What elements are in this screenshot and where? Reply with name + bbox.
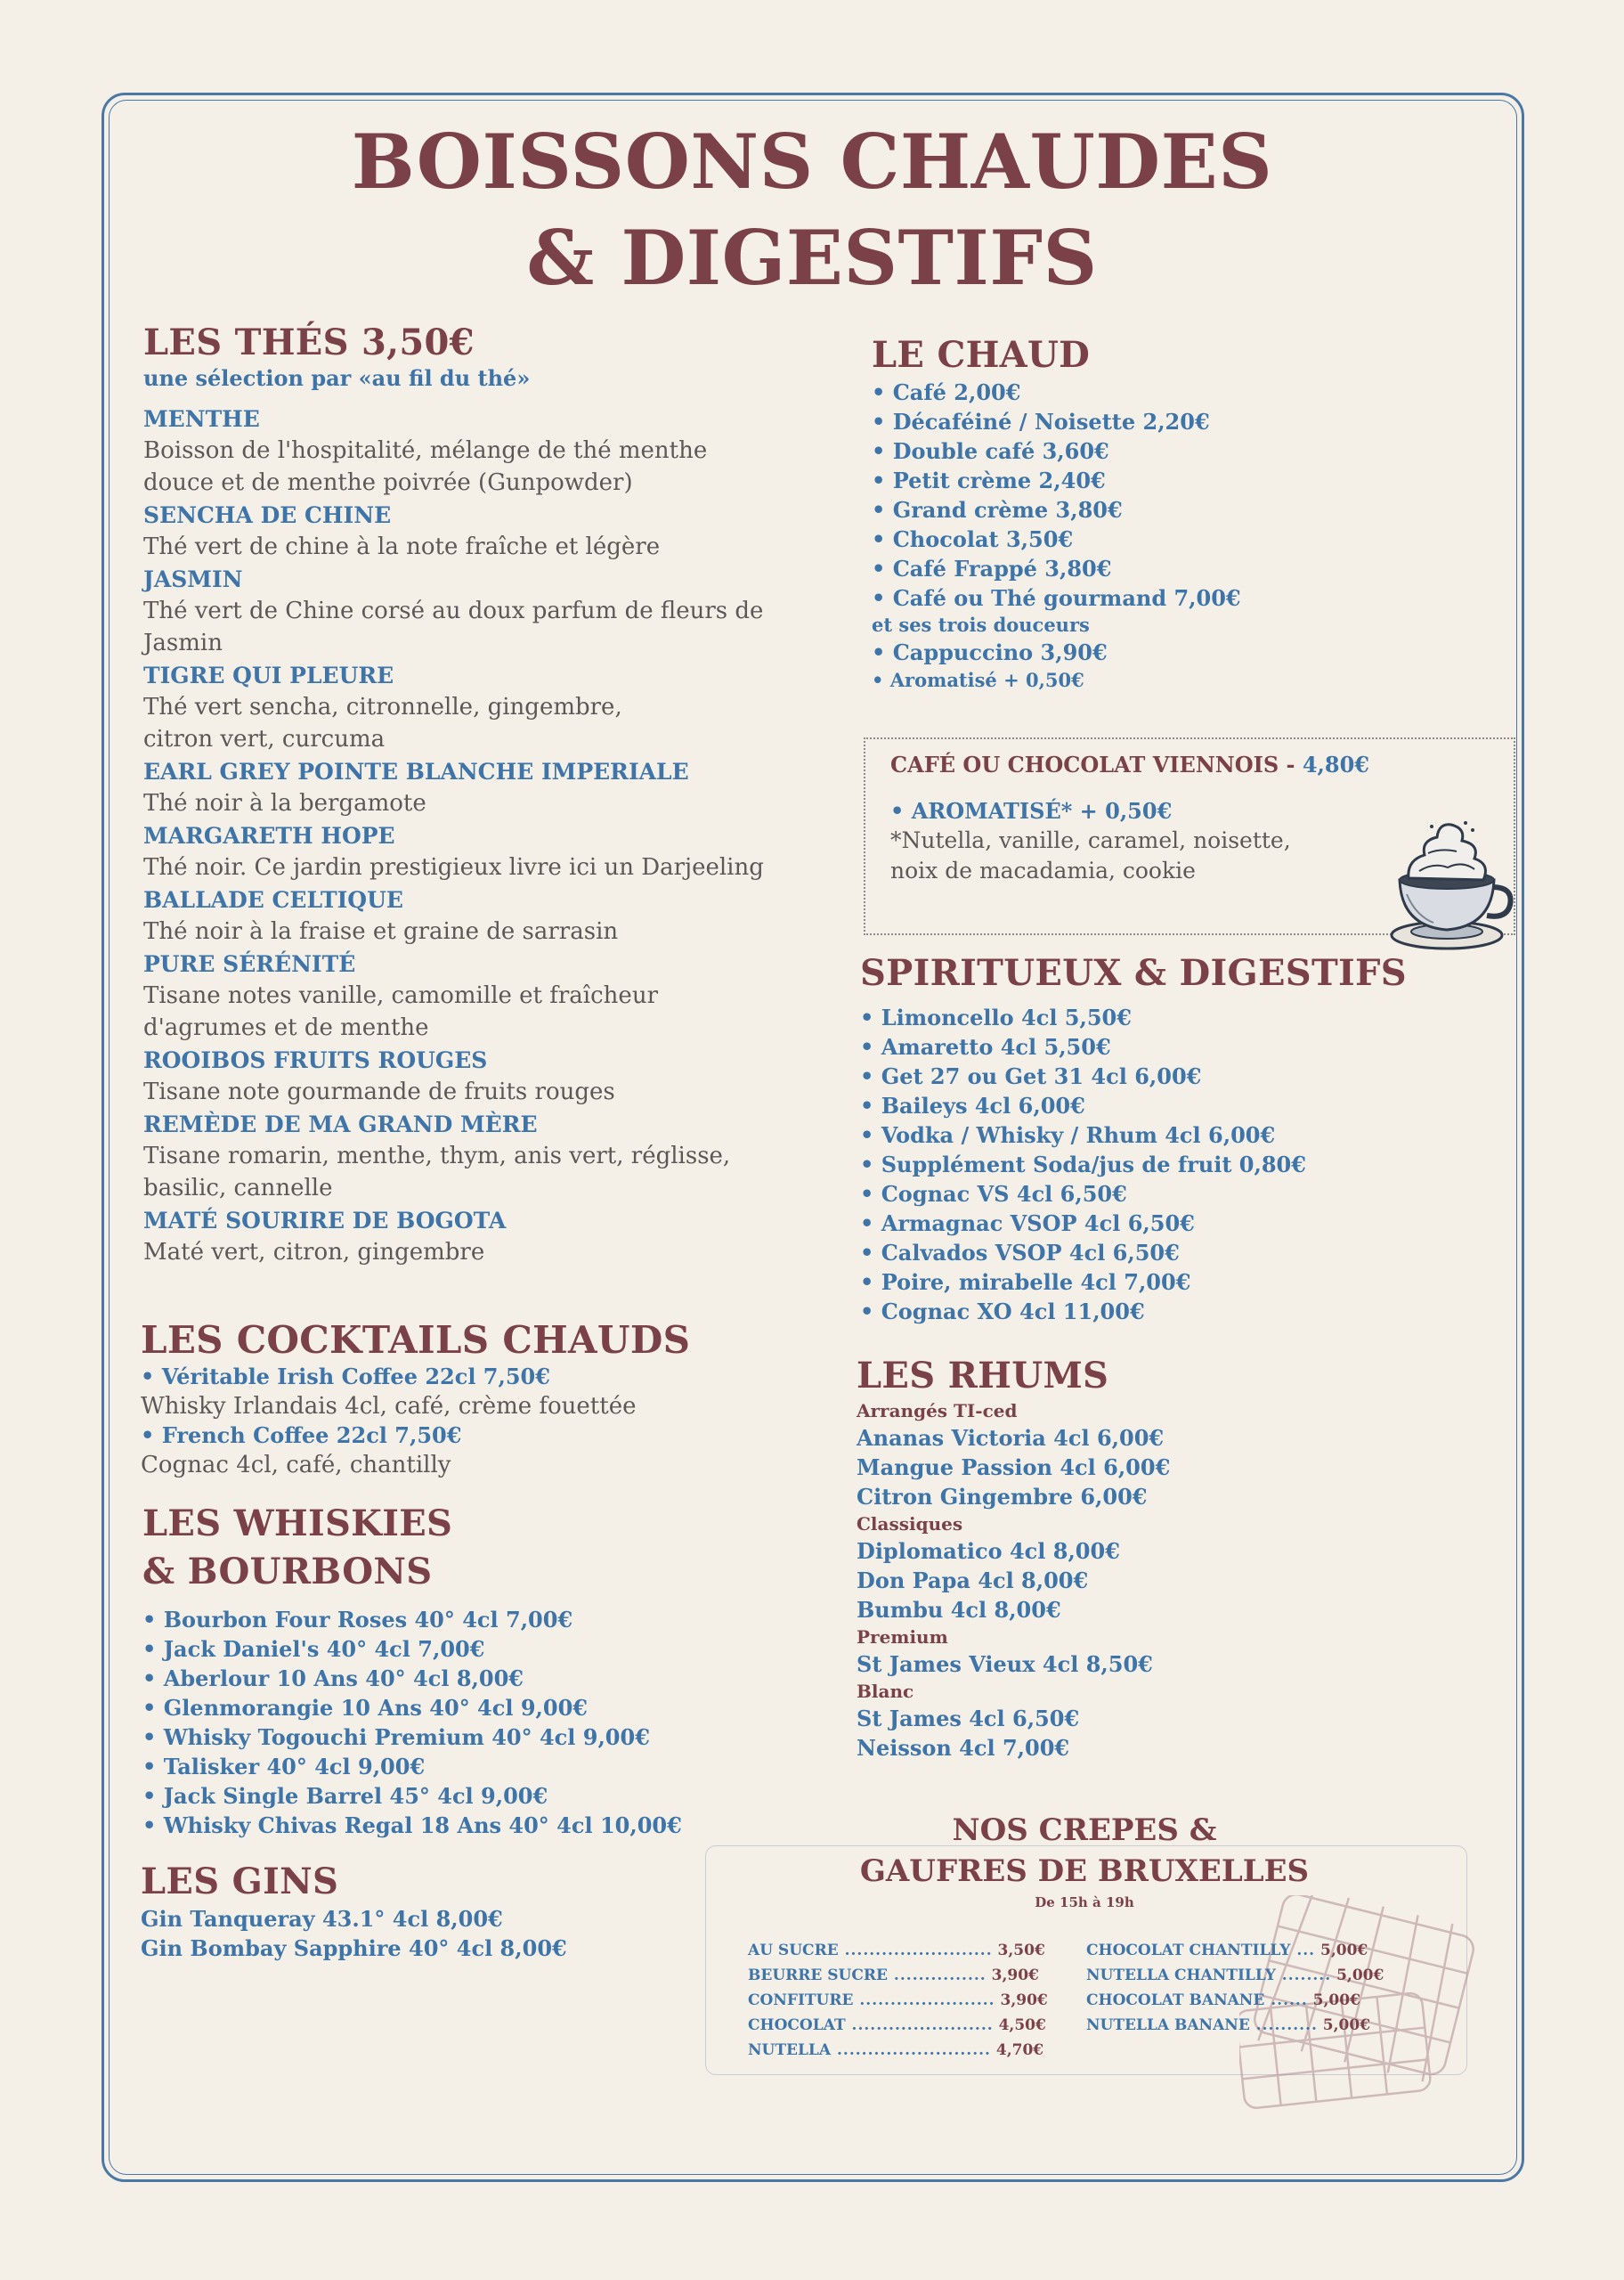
chaud-item: • Café 2,00€: [872, 379, 1021, 405]
tea-list: [143, 404, 784, 1268]
rhum-item: Don Papa 4cl 8,00€: [857, 1568, 1089, 1593]
whipped-cream-cup-icon: [1380, 809, 1514, 951]
rhum-item: Neisson 4cl 7,00€: [857, 1735, 1070, 1761]
whisky-item: • Talisker 40° 4cl 9,00€: [142, 1754, 426, 1779]
viennois-section: [890, 750, 1442, 886]
crepe-row: [1086, 2013, 1442, 2038]
tea-description: d'agrumes et de menthe: [143, 1014, 429, 1041]
chaud-item: • Chocolat 3,50€: [872, 526, 1074, 552]
crepe-price: 4,70€: [990, 2041, 1044, 2059]
tea-name: REMÈDE DE MA GRAND MÈRE: [143, 1112, 538, 1137]
crepe-name: CONFITURE: [748, 1991, 854, 2009]
whisky-item: • Jack Single Barrel 45° 4cl 9,00€: [142, 1783, 548, 1809]
viennois-note-1: *Nutella, vanille, caramel, noisette,: [890, 827, 1291, 853]
crepes-header: [712, 1810, 1457, 1913]
crepe-name: CHOCOLAT BANANE: [1086, 1991, 1265, 2009]
gins-section: [141, 1860, 764, 1963]
chaud-aromatise: • Aromatisé + 0,50€: [872, 669, 1084, 691]
title-line-2: & DIGESTIFS: [526, 214, 1098, 302]
whiskies-heading-1: LES WHISKIES: [142, 1502, 453, 1544]
tea-description: citron vert, curcuma: [143, 726, 386, 753]
whisky-item: • Jack Daniel's 40° 4cl 7,00€: [142, 1636, 485, 1662]
tea-description: Maté vert, citron, gingembre: [143, 1239, 485, 1266]
crepe-name: CHOCOLAT: [748, 2016, 846, 2034]
tea-name: MENTHE: [143, 406, 260, 432]
spirit-list: [860, 1003, 1501, 1326]
chaud-item: • Petit crème 2,40€: [872, 468, 1106, 493]
tea-description: Thé vert de Chine corsé au doux parfum de fleurs de: [143, 598, 764, 624]
viennois-title: CAFÉ OU CHOCOLAT VIENNOIS: [890, 752, 1279, 778]
gin-item: Gin Tanqueray 43.1° 4cl 8,00€: [141, 1906, 503, 1932]
crepe-price: 5,00€: [1331, 1966, 1384, 1984]
cocktail-name: • French Coffee 22cl 7,50€: [141, 1422, 462, 1448]
rhum-item: Mangue Passion 4cl 6,00€: [857, 1454, 1171, 1480]
crepe-name: NUTELLA BANANE: [1086, 2016, 1250, 2034]
spirit-item: • Poire, mirabelle 4cl 7,00€: [860, 1269, 1191, 1295]
tea-description: Thé noir. Ce jardin prestigieux livre ici un Darjeeling: [143, 854, 764, 881]
tea-description: Tisane note gourmande de fruits rouges: [143, 1079, 615, 1105]
tea-description: Boisson de l'hospitalité, mélange de thé menthe: [143, 437, 708, 464]
tea-name: SENCHA DE CHINE: [143, 502, 392, 528]
chaud-section: [872, 333, 1495, 694]
whisky-item: • Aberlour 10 Ans 40° 4cl 8,00€: [142, 1665, 524, 1691]
crepe-row: [748, 2013, 1068, 2038]
rhum-group-label: Arrangés TI-ced: [857, 1400, 1018, 1421]
crepes-left-list: [748, 1938, 1068, 2063]
spirit-item: • Armagnac VSOP 4cl 6,50€: [860, 1210, 1195, 1236]
cocktails-heading: LES COCKTAILS CHAUDS: [141, 1318, 691, 1362]
chaud-item: • Décaféiné / Noisette 2,20€: [872, 409, 1210, 435]
crepes-heading-1: NOS CREPES &: [952, 1812, 1217, 1848]
chaud-heading: LE CHAUD: [872, 334, 1091, 376]
rhum-group-label: Blanc: [857, 1681, 914, 1702]
tea-name: BALLADE CELTIQUE: [143, 887, 403, 913]
spirit-item: • Cognac VS 4cl 6,50€: [860, 1181, 1127, 1207]
rhum-item: Diplomatico 4cl 8,00€: [857, 1538, 1120, 1564]
crepe-name: NUTELLA: [748, 2041, 832, 2059]
crepe-dots: .........................: [831, 2041, 991, 2059]
spirit-item: • Vodka / Whisky / Rhum 4cl 6,00€: [860, 1122, 1276, 1148]
thes-heading: LES THÉS 3,50€: [143, 322, 475, 363]
tea-name: JASMIN: [143, 566, 243, 592]
viennois-aromatise: • AROMATISÉ* + 0,50€: [890, 798, 1173, 824]
chaud-item: • Grand crème 3,80€: [872, 497, 1123, 523]
whiskies-heading-2: & BOURBONS: [142, 1551, 433, 1592]
spirit-item: • Get 27 ou Get 31 4cl 6,00€: [860, 1063, 1202, 1089]
title-line-1: BOISSONS CHAUDES: [351, 118, 1273, 206]
cocktail-description: Cognac 4cl, café, chantilly: [141, 1452, 451, 1478]
crepe-name: CHOCOLAT CHANTILLY: [1086, 1942, 1291, 1959]
crepe-name: BEURRE SUCRE: [748, 1966, 889, 1984]
tea-name: ROOIBOS FRUITS ROUGES: [143, 1047, 488, 1073]
rhum-group-label: Premium: [857, 1626, 948, 1648]
rhums-section: [857, 1354, 1498, 1763]
gin-item: Gin Bombay Sapphire 40° 4cl 8,00€: [141, 1935, 567, 1961]
crepe-dots: ........................: [838, 1942, 993, 1959]
tea-name: EARL GREY POINTE BLANCHE IMPERIALE: [143, 759, 689, 785]
tea-description: Thé vert de chine à la note fraîche et légère: [143, 533, 661, 560]
crepe-row: [748, 2038, 1068, 2063]
viennois-price: 4,80€: [1302, 752, 1369, 778]
crepe-price: 5,00€: [1317, 2016, 1371, 2034]
crepe-row: [748, 1938, 1068, 1963]
tea-description: Jasmin: [143, 630, 223, 656]
crepe-dots: ..........: [1249, 2016, 1318, 2034]
spirit-item: • Calvados VSOP 4cl 6,50€: [860, 1240, 1180, 1266]
spiritueux-section: [860, 951, 1501, 1326]
rhum-group-label: Classiques: [857, 1513, 963, 1535]
crepe-row: [1086, 1938, 1442, 1963]
page-title: [267, 114, 1357, 306]
whisky-item: • Glenmorangie 10 Ans 40° 4cl 9,00€: [142, 1695, 588, 1721]
rhum-item: Ananas Victoria 4cl 6,00€: [857, 1425, 1165, 1451]
crepes-heading-2: GAUFRES DE BRUXELLES: [859, 1853, 1310, 1889]
rhums-heading: LES RHUMS: [857, 1355, 1109, 1396]
crepe-dots: ......: [1264, 1991, 1308, 2009]
rhum-item: St James Vieux 4cl 8,50€: [857, 1651, 1153, 1677]
rhum-item: St James 4cl 6,50€: [857, 1706, 1080, 1731]
crepe-dots: ...: [1290, 1942, 1316, 1959]
crepe-price: 5,00€: [1315, 1942, 1368, 1959]
cocktail-list: [141, 1363, 782, 1480]
spirit-item: • Amaretto 4cl 5,50€: [860, 1034, 1111, 1060]
crepe-name: AU SUCRE: [748, 1942, 839, 1959]
tea-description: Thé noir à la bergamote: [143, 790, 426, 817]
whisky-item: • Whisky Chivas Regal 18 Ans 40° 4cl 10,00€: [142, 1812, 682, 1838]
whisky-list: [142, 1605, 819, 1840]
tea-description: Thé vert sencha, citronnelle, gingembre,: [143, 694, 622, 721]
whisky-item: • Whisky Togouchi Premium 40° 4cl 9,00€: [142, 1724, 650, 1750]
spirit-item: • Baileys 4cl 6,00€: [860, 1093, 1085, 1119]
crepe-dots: ........: [1275, 1966, 1332, 1984]
crepe-price: 4,50€: [993, 2016, 1046, 2034]
cocktail-name: • Véritable Irish Coffee 22cl 7,50€: [141, 1364, 550, 1389]
thes-section: [143, 321, 784, 1268]
crepe-row: [748, 1988, 1068, 2013]
gins-heading: LES GINS: [141, 1861, 339, 1902]
cocktail-description: Whisky Irlandais 4cl, café, crème fouettée: [141, 1393, 637, 1420]
tea-description: Tisane notes vanille, camomille et fraîcheur: [143, 982, 658, 1009]
chaud-list: [872, 378, 1495, 694]
tea-description: basilic, cannelle: [143, 1175, 333, 1201]
chaud-item: • Café ou Thé gourmand 7,00€: [872, 585, 1241, 611]
crepe-row: [1086, 1963, 1442, 1988]
whiskies-section: [142, 1500, 819, 1840]
rhum-list: [857, 1398, 1498, 1763]
crepe-price: 3,90€: [995, 1991, 1048, 2009]
viennois-note-2: noix de macadamia, cookie: [890, 858, 1196, 884]
spirit-item: • Limoncello 4cl 5,50€: [860, 1005, 1132, 1030]
spiritueux-heading: SPIRITUEUX & DIGESTIFS: [860, 952, 1407, 994]
crepes-hours: De 15h à 19h: [1035, 1894, 1134, 1910]
whisky-item: • Bourbon Four Roses 40° 4cl 7,00€: [142, 1607, 573, 1633]
tea-name: MARGARETH HOPE: [143, 823, 395, 849]
crepe-price: 3,50€: [992, 1942, 1045, 1959]
rhum-item: Bumbu 4cl 8,00€: [857, 1597, 1061, 1623]
crepe-dots: ...............: [888, 1966, 987, 1984]
crepe-price: 5,00€: [1307, 1991, 1360, 2009]
crepe-dots: ......................: [853, 1991, 995, 2009]
gin-list: [141, 1904, 764, 1963]
tea-description: Tisane romarin, menthe, thym, anis vert, réglisse,: [143, 1143, 731, 1169]
rhum-item: Citron Gingembre 6,00€: [857, 1484, 1148, 1510]
crepe-row: [1086, 1988, 1442, 2013]
crepe-row: [748, 1963, 1068, 1988]
crepe-price: 3,90€: [986, 1966, 1039, 1984]
tea-description: douce et de menthe poivrée (Gunpowder): [143, 469, 633, 496]
viennois-dash: -: [1279, 752, 1303, 778]
chaud-item: • Café Frappé 3,80€: [872, 556, 1112, 582]
spirit-item: • Supplément Soda/jus de fruit 0,80€: [860, 1152, 1306, 1177]
spirit-item: • Cognac XO 4cl 11,00€: [860, 1299, 1145, 1324]
crepes-right-list: [1086, 1938, 1442, 2038]
cocktails-section: [141, 1318, 782, 1480]
crepe-dots: .......................: [845, 2016, 994, 2034]
chaud-item: • Double café 3,60€: [872, 438, 1109, 464]
thes-subtitle: une sélection par «au fil du thé»: [143, 365, 531, 391]
tea-description: Thé noir à la fraise et graine de sarrasin: [143, 918, 619, 945]
tea-name: MATÉ SOURIRE DE BOGOTA: [143, 1208, 507, 1234]
chaud-item: • Cappuccino 3,90€: [872, 639, 1108, 665]
chaud-gourmand-note: et ses trois douceurs: [872, 614, 1090, 636]
tea-name: TIGRE QUI PLEURE: [143, 663, 394, 688]
tea-name: PURE SÉRÉNITÉ: [143, 951, 356, 977]
crepe-name: NUTELLA CHANTILLY: [1086, 1966, 1276, 1984]
